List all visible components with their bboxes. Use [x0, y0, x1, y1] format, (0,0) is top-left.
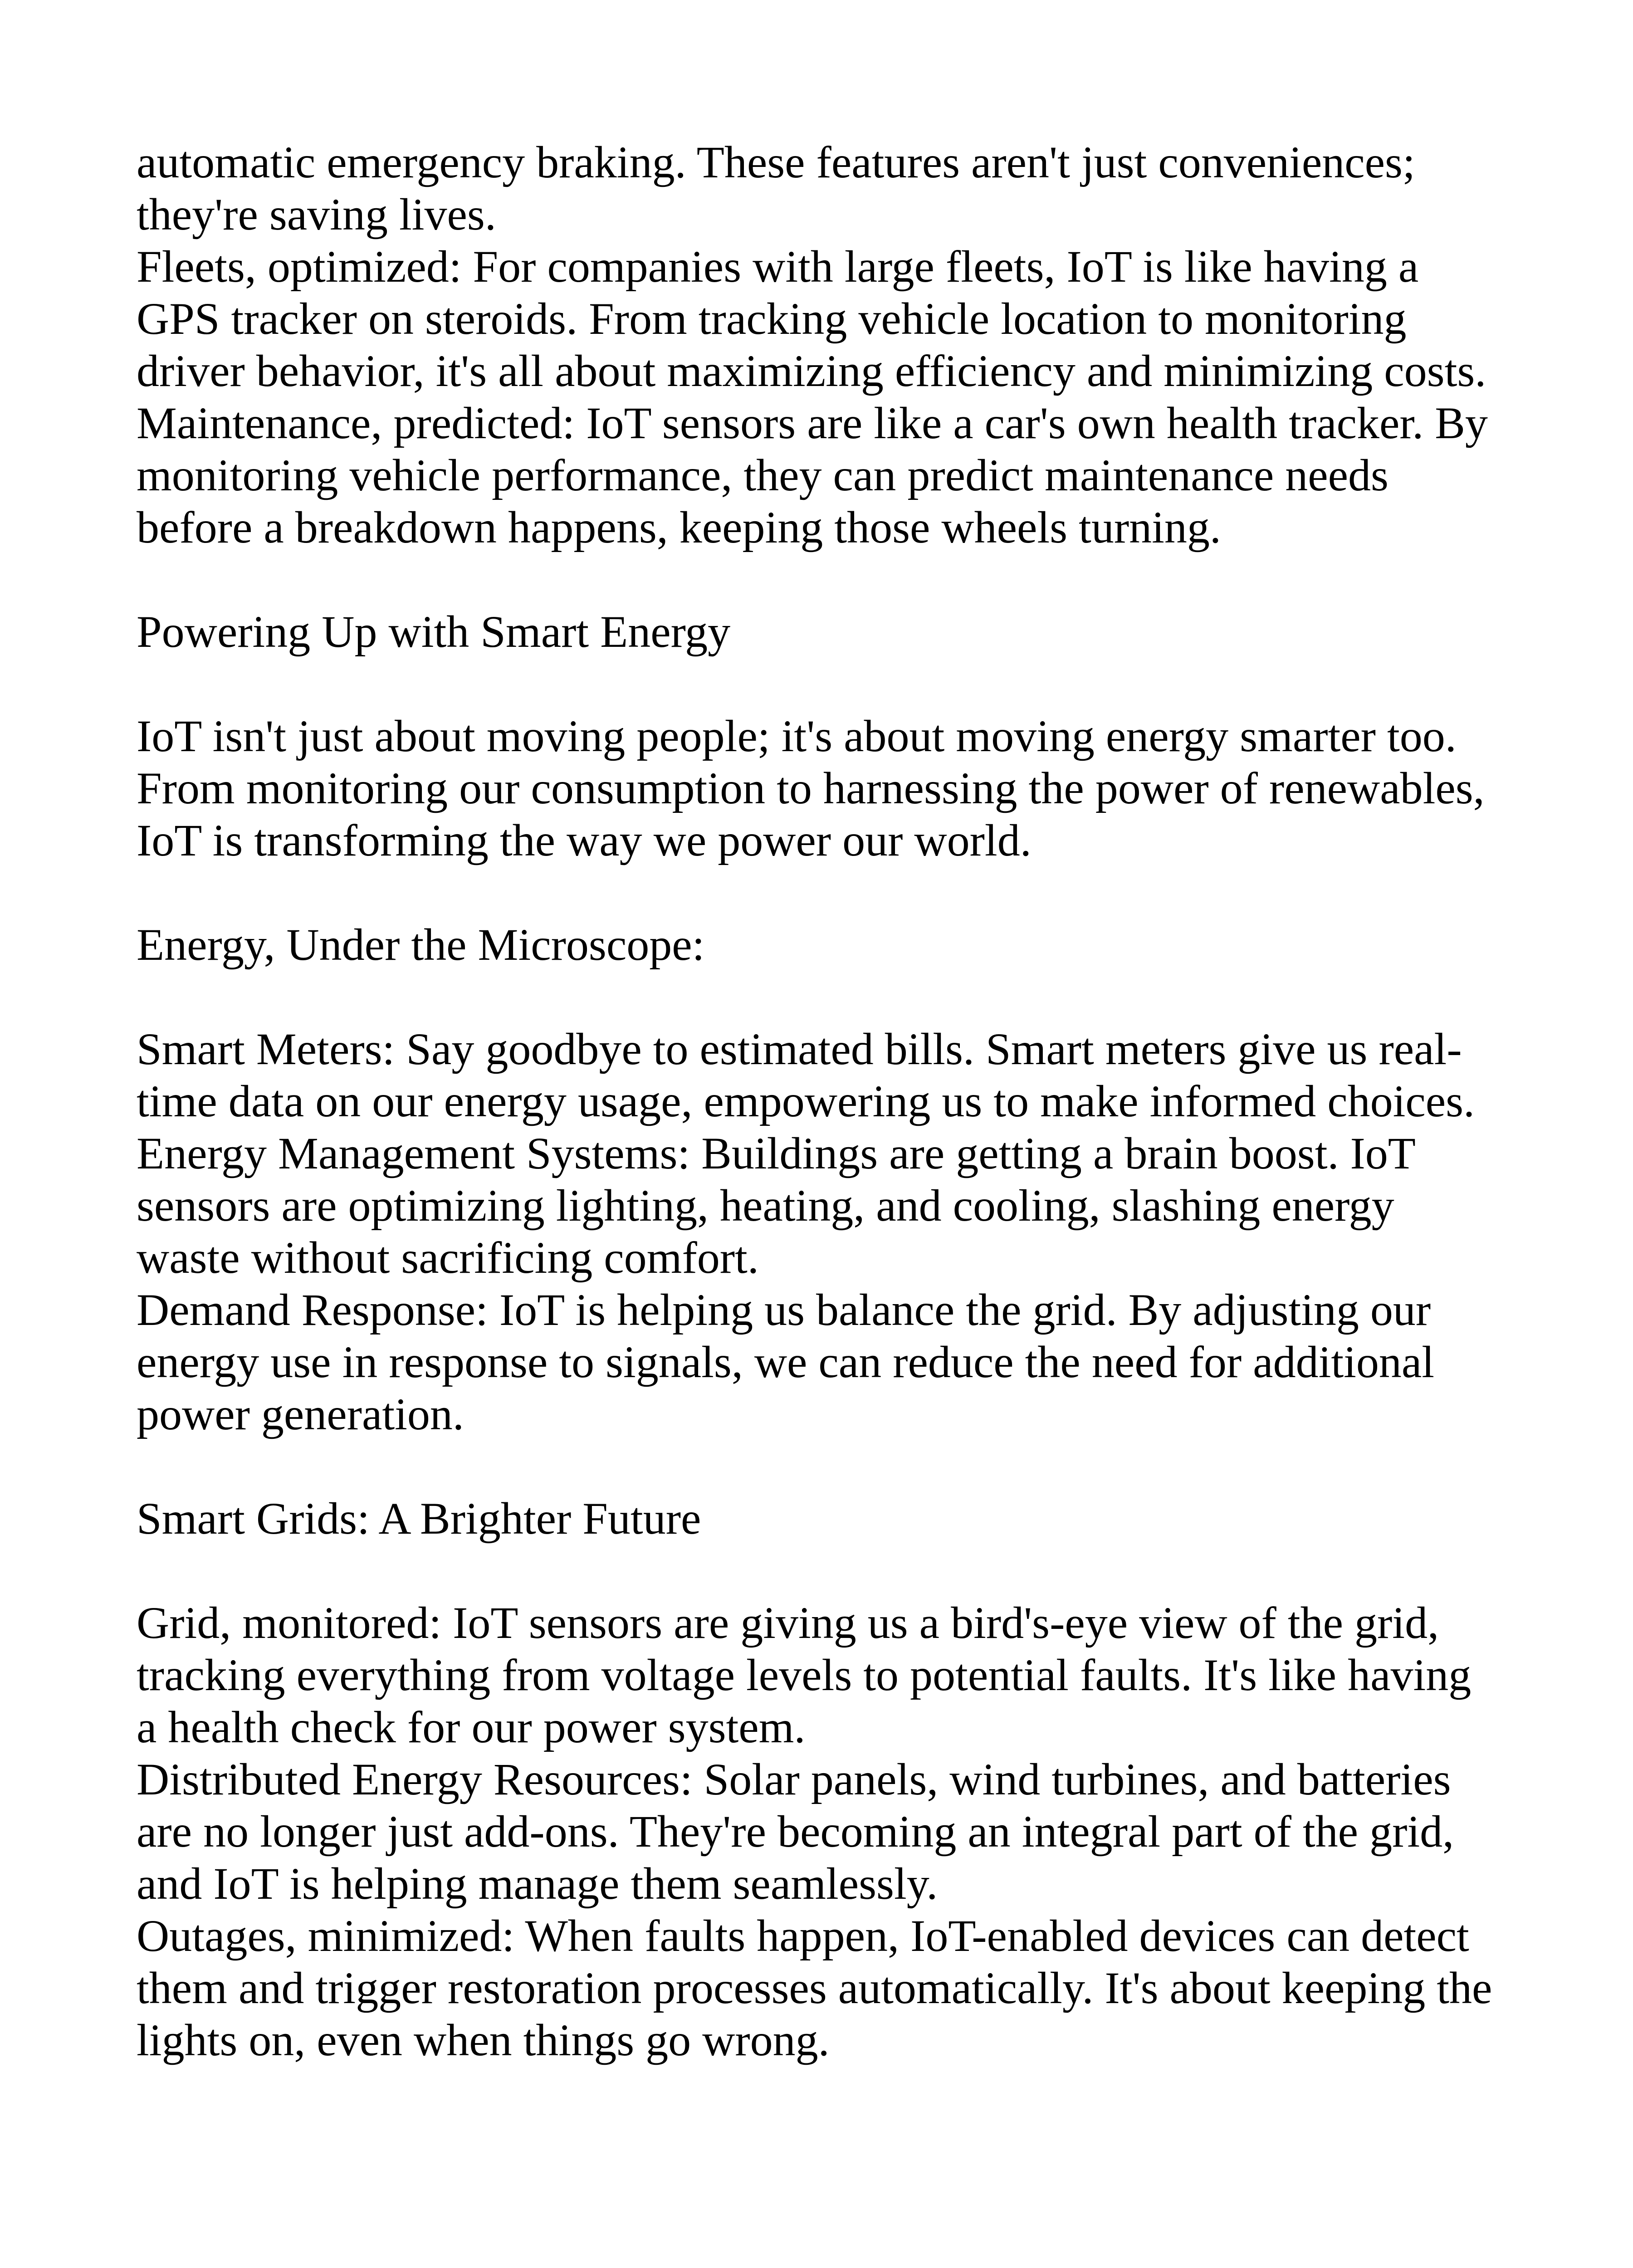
paragraph-distributed-energy: Distributed Energy Resources: Solar panels, wind turbines, and batteries are no longer just add-ons. They're becoming an integral part of the grid, and IoT is helping manage them seamlessly. — [137, 1754, 1454, 1909]
section-heading-smart-energy: Powering Up with Smart Energy — [137, 606, 731, 657]
paragraph-grid-monitored: Grid, monitored: IoT sensors are giving us a bird's-eye view of the grid, tracking everything from voltage levels to potential faults. It's like having a health check for our power system. — [137, 1598, 1472, 1752]
page-body — [137, 136, 1497, 2066]
subheading-energy-microscope: Energy, Under the Microscope: — [137, 919, 705, 970]
paragraph-maintenance: Maintenance, predicted: IoT sensors are like a car's own health tracker. By monitoring vehicle performance, they can predict maintenance needs before a breakdown happens, keeping those wheels turning. — [137, 398, 1488, 552]
paragraph-energy-management: Energy Management Systems: Buildings are getting a brain boost. IoT sensors are optimizing lighting, heating, and cooling, slashing energy waste without sacrificing comfort. — [137, 1128, 1415, 1283]
paragraph-outages: Outages, minimized: When faults happen, IoT-enabled devices can detect them and trigger restoration processes automatically. It's about keeping the lights on, even when things go wrong. — [137, 1911, 1492, 2065]
paragraph-smart-meters: Smart Meters: Say goodbye to estimated bills. Smart meters give us real-time data on our energy usage, empowering us to make informed choices. — [137, 1024, 1475, 1126]
paragraph-braking: automatic emergency braking. These features aren't just conveniences; they're saving lives. — [137, 137, 1415, 240]
paragraph-smart-energy-intro: IoT isn't just about moving people; it's about moving energy smarter too. From monitoring our consumption to harnessing the power of renewables, IoT is transforming the way we power our world. — [137, 711, 1485, 865]
paragraph-fleets: Fleets, optimized: For companies with large fleets, IoT is like having a GPS tracker on steroids. From tracking vehicle location to monitoring driver behavior, it's all about maximizing efficiency and minimizing costs. — [137, 241, 1486, 396]
paragraph-demand-response: Demand Response: IoT is helping us balance the grid. By adjusting our energy use in response to signals, we can reduce the need for additional power generation. — [137, 1285, 1435, 1439]
section-heading-smart-grids: Smart Grids: A Brighter Future — [137, 1493, 701, 1544]
